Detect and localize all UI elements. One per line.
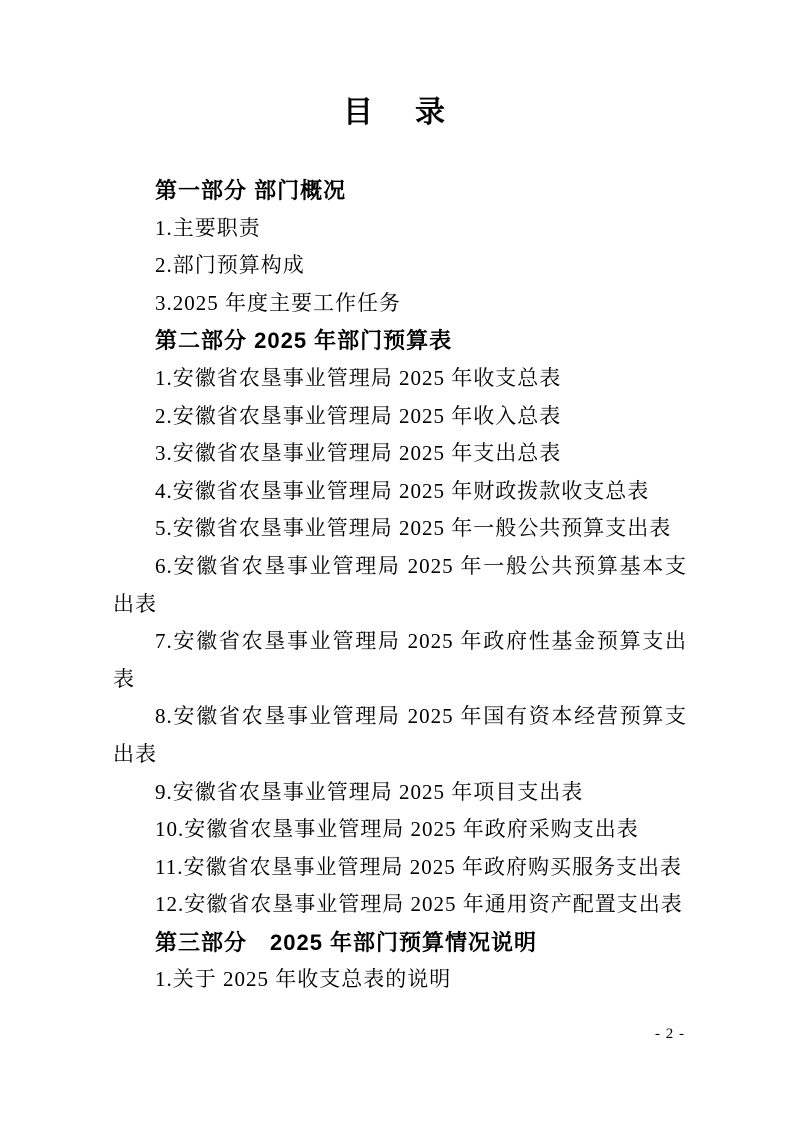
toc-item: 9.安徽省农垦事业管理局 2025 年项目支出表 [155,779,584,804]
toc-item: 1.关于 2025 年收支总表的说明 [155,967,452,992]
toc-item-line2: 出表 [113,591,157,616]
toc-item: 10.安徽省农垦事业管理局 2025 年政府采购支出表 [155,817,639,842]
toc-item: 12.安徽省农垦事业管理局 2025 年通用资产配置支出表 [155,892,683,917]
toc-item: 3.安徽省农垦事业管理局 2025 年支出总表 [155,441,562,466]
toc-item: 2.安徽省农垦事业管理局 2025 年收入总表 [155,403,562,428]
page-title: 目 录 [343,96,451,129]
toc-item: 4.安徽省农垦事业管理局 2025 年财政拨款收支总表 [155,478,650,503]
toc-item: 1.主要职责 [155,215,261,240]
toc-item: 11.安徽省农垦事业管理局 2025 年政府购买服务支出表 [155,854,682,879]
toc-item-line2: 表 [113,666,135,691]
toc-item: 5.安徽省农垦事业管理局 2025 年一般公共预算支出表 [155,516,672,541]
table-of-contents [113,172,687,999]
page-number: - 2 - [655,1026,685,1042]
toc-item-line1: 8.安徽省农垦事业管理局 2025 年国有资本经营预算支 [155,704,687,729]
toc-section-heading-part2: 第二部分 2025 年部门预算表 [155,328,453,354]
toc-section-heading-part1: 第一部分 部门概况 [155,178,347,203]
toc-item-line1: 6.安徽省农垦事业管理局 2025 年一般公共预算基本支 [155,553,687,578]
toc-item: 2.部门预算构成 [155,253,305,278]
toc-item-line2: 出表 [113,741,157,766]
toc-item: 3.2025 年度主要工作任务 [155,290,401,315]
toc-item: 1.安徽省农垦事业管理局 2025 年收支总表 [155,365,562,390]
toc-item-line1: 7.安徽省农垦事业管理局 2025 年政府性基金预算支出 [155,629,687,654]
toc-section-heading-part3: 第三部分 2025 年部门预算情况说明 [155,929,538,955]
